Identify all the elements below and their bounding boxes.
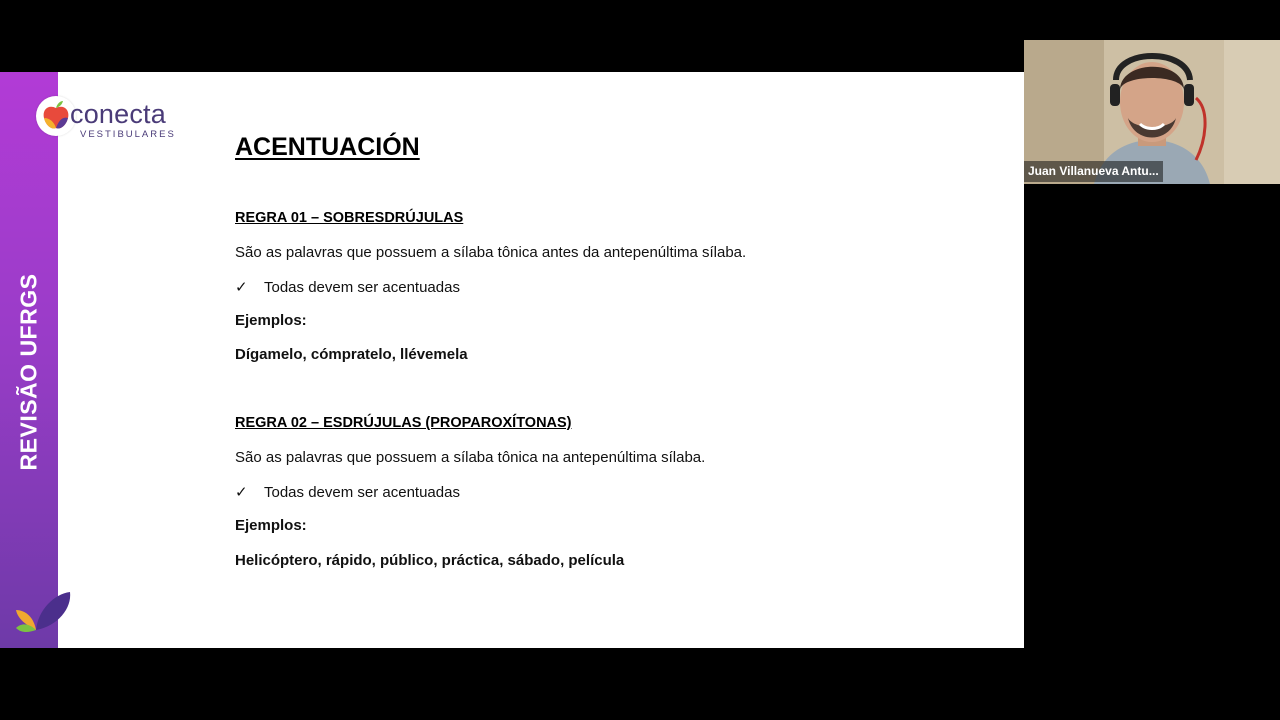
- checkmark-icon: ✓: [235, 279, 248, 296]
- presentation-slide: [0, 72, 1024, 648]
- slide-title: ACENTUACIÓN: [235, 133, 420, 161]
- rule-1-check-item: [235, 278, 460, 296]
- logo-subtitle: VESTIBULARES: [80, 129, 176, 140]
- rule-1-heading: REGRA 01 – SOBRESDRÚJULAS: [235, 210, 464, 226]
- logo-wordmark: conecta: [70, 99, 166, 129]
- rule-1-examples: Dígamelo, cómpratelo, llévemela: [235, 346, 468, 363]
- conecta-logo: [36, 94, 186, 144]
- rule-2-check-text: Todas devem ser acentuadas: [264, 484, 460, 501]
- rule-1-description: São as palavras que possuem a sílaba tônica antes da antepenúltima sílaba.: [235, 244, 747, 261]
- rule-2-check-item: [235, 483, 460, 501]
- checkmark-icon: ✓: [235, 484, 248, 501]
- rule-2-examples-label: Ejemplos:: [235, 517, 307, 534]
- butterfly-logo-icon: [14, 590, 74, 636]
- rule-2-examples: Helicóptero, rápido, público, práctica, sábado, película: [235, 552, 625, 569]
- participant-name-label: Juan Villanueva Antu...: [1024, 161, 1163, 182]
- rule-1-examples-label: Ejemplos:: [235, 312, 307, 329]
- participant-video-tile[interactable]: [1024, 40, 1280, 184]
- rule-2-description: São as palavras que possuem a sílaba tônica na antepenúltima sílaba.: [235, 449, 706, 466]
- rule-1-check-text: Todas devem ser acentuadas: [264, 279, 460, 296]
- sidebar-vertical-title: REVISÃO UFRGS: [15, 273, 42, 471]
- rule-2-heading: REGRA 02 – ESDRÚJULAS (PROPAROXÍTONAS): [235, 415, 572, 431]
- slide-sidebar: [0, 72, 58, 648]
